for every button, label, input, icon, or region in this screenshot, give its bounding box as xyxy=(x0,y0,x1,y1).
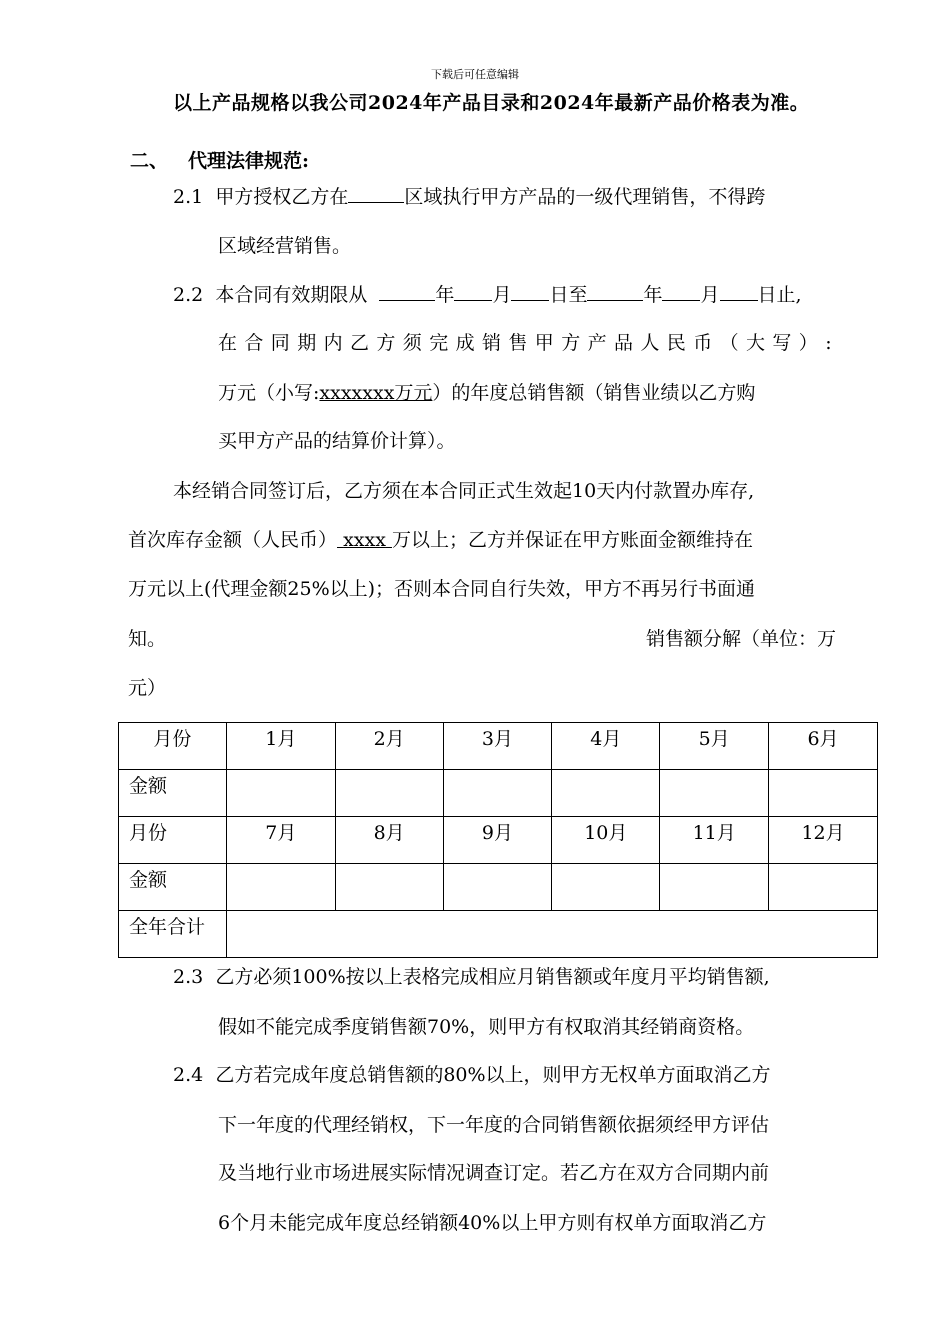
month-cell: 3月 xyxy=(443,723,552,770)
table-row-amounts-2 xyxy=(119,864,878,911)
amount-cell xyxy=(335,770,443,817)
stock-paragraph-line-2: 首次库存金额（人民币） xxxx 万以上；乙方并保证在甲方账面金额维持在 xyxy=(128,529,753,551)
blank-month-end xyxy=(662,280,700,301)
month-cell: 12月 xyxy=(769,817,878,864)
initial-stock-amount: xxxx xyxy=(343,529,386,551)
clause-2-2-line-2: 在合同期内乙方须完成销售甲方产品人民币（大写）: xyxy=(218,332,840,354)
month-header-cell: 月份 xyxy=(119,723,227,770)
month-cell: 4月 xyxy=(552,723,660,770)
month-cell: 7月 xyxy=(226,817,335,864)
clause-2-2-line-1: 2.2 本合同有效期限从 年 月 日至 年 月 日止, xyxy=(173,280,802,310)
amount-cell xyxy=(443,864,552,911)
blank-day-end xyxy=(720,280,758,301)
table-row-amounts-1 xyxy=(119,770,878,817)
clause-number: 2.3 xyxy=(173,966,204,988)
blank-region xyxy=(348,182,404,203)
amount-cell xyxy=(769,864,878,911)
clause-2-4-line-3: 及当地行业市场进展实际情况调查订定。若乙方在双方合同期内前 xyxy=(218,1162,770,1184)
amount-cell xyxy=(443,770,552,817)
intro-sentence: 以上产品规格以我公司2024年产品目录和2024年最新产品价格表为准。 xyxy=(173,92,810,114)
amount-cell xyxy=(660,770,769,817)
table-row-months-2 xyxy=(119,817,878,864)
total-header-cell: 全年合计 xyxy=(119,911,227,958)
sales-breakdown-table xyxy=(118,722,878,958)
blank-month-start xyxy=(454,280,492,301)
stock-paragraph-line-4: 知。 xyxy=(128,628,167,650)
month-cell: 9月 xyxy=(443,817,552,864)
stock-paragraph-line-3: 万元以上(代理金额25%以上)；否则本合同自行失效，甲方不再另行书面通 xyxy=(128,578,756,600)
amount-header-cell: 金额 xyxy=(119,770,227,817)
amount-cell xyxy=(769,770,878,817)
table-row-months-1 xyxy=(119,723,878,770)
blank-day-start xyxy=(511,280,549,301)
section-title: 代理法律规范: xyxy=(188,150,310,172)
clause-number: 2.2 xyxy=(173,284,204,306)
month-cell: 5月 xyxy=(660,723,769,770)
amount-cell xyxy=(552,864,660,911)
sales-breakdown-label: 销售额分解（单位：万 xyxy=(646,628,837,650)
blank-year-start xyxy=(379,280,435,301)
amount-cell xyxy=(226,864,335,911)
page-header: 下载后可任意编辑 xyxy=(431,68,519,81)
amount-cell xyxy=(552,770,660,817)
clause-2-1-line-2: 区域经营销售。 xyxy=(218,235,352,257)
clause-2-4-line-4: 6个月未能完成年度总经销额40%以上甲方则有权单方面取消乙方 xyxy=(218,1212,767,1234)
amount-cell xyxy=(335,864,443,911)
clause-2-3-line-1: 2.3 乙方必须100%按以上表格完成相应月销售额或年度月平均销售额, xyxy=(173,966,770,988)
total-cell xyxy=(226,911,877,958)
blank-year-end xyxy=(587,280,643,301)
month-cell: 10月 xyxy=(552,817,660,864)
amount-cell xyxy=(226,770,335,817)
section-heading xyxy=(130,146,309,173)
clause-number: 2.1 xyxy=(173,186,204,208)
clause-2-2-line-3: 万元（小写:xxxxxxx万元）的年度总销售额（销售业绩以乙方购 xyxy=(218,382,756,404)
sales-breakdown-unit: 元） xyxy=(128,677,167,699)
clause-2-4-line-1: 2.4 乙方若完成年度总销售额的80%以上，则甲方无权单方面取消乙方 xyxy=(173,1064,771,1086)
stock-paragraph-line-1: 本经销合同签订后，乙方须在本合同正式生效起10天内付款置办库存, xyxy=(173,480,755,502)
clause-number: 2.4 xyxy=(173,1064,204,1086)
month-header-cell: 月份 xyxy=(119,817,227,864)
clause-2-3-line-2: 假如不能完成季度销售额70%，则甲方有权取消其经销商资格。 xyxy=(218,1016,755,1038)
month-cell: 1月 xyxy=(226,723,335,770)
month-cell: 8月 xyxy=(335,817,443,864)
clause-2-1-line-1: 2.1 甲方授权乙方在 区域执行甲方产品的一级代理销售，不得跨 xyxy=(173,182,765,212)
table-row-total xyxy=(119,911,878,958)
clause-2-4-line-2: 下一年度的代理经销权，下一年度的合同销售额依据须经甲方评估 xyxy=(218,1114,770,1136)
month-cell: 11月 xyxy=(660,817,769,864)
amount-header-cell: 金额 xyxy=(119,864,227,911)
amount-cell xyxy=(660,864,769,911)
amount-small-caps: xxxxxxx万元 xyxy=(319,382,433,404)
clause-2-2-line-4: 买甲方产品的结算价计算）。 xyxy=(218,430,456,452)
month-cell: 2月 xyxy=(335,723,443,770)
month-cell: 6月 xyxy=(769,723,878,770)
section-number: 二、 xyxy=(130,150,169,172)
